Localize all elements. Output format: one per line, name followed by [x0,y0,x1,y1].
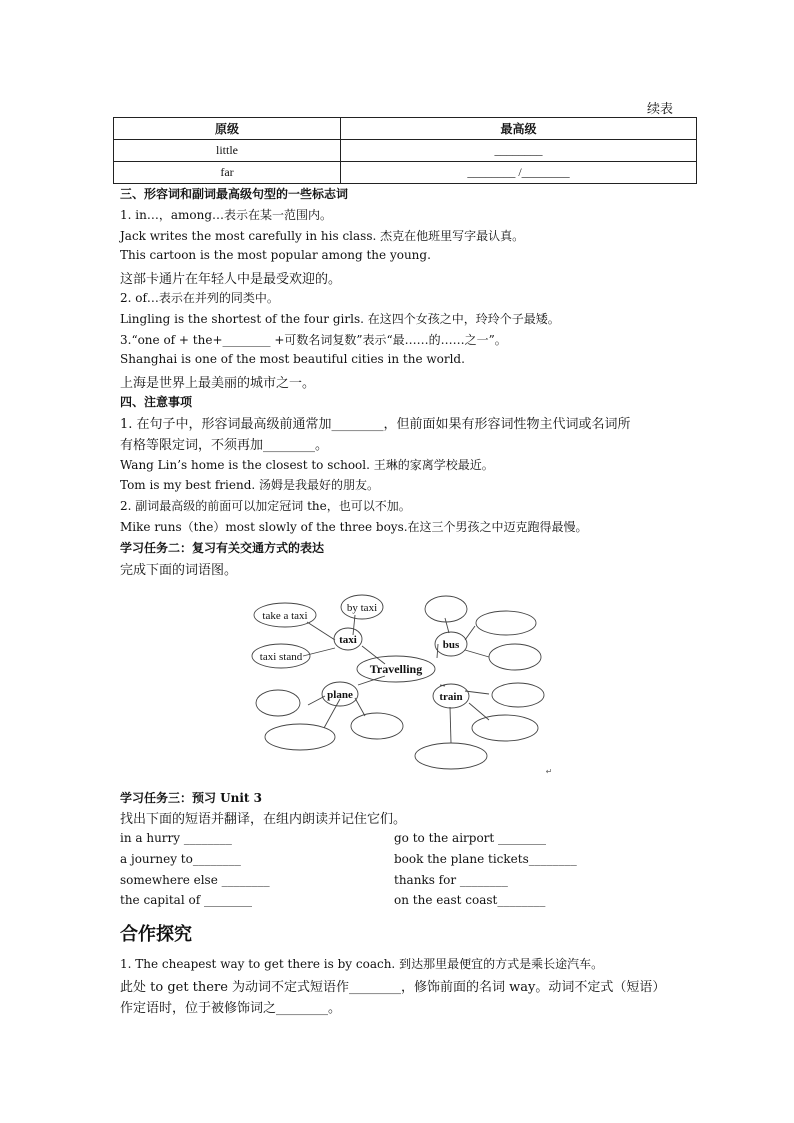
text-line: 1. The cheapest way to get there is by coach. 到达那里最便宜的方式是乘长途汽车。 [120,957,604,971]
phrase-item: book the plane tickets________ [394,852,577,866]
text-line: Shanghai is one of the most beautiful cities in the world. [120,352,465,366]
text-line: Lingling is the shortest of the four girls. 在这四个女孩之中，玲玲个子最矮。 [120,312,560,326]
phrase-item: on the east coast________ [394,893,546,907]
table-header-base: 原级 [114,118,341,140]
bubble-take-taxi: take a taxi [262,610,308,622]
text-line: 1. in…，among…表示在某一范围内。 [120,208,332,222]
table-cell-superlative: ________ /________ [341,162,697,184]
table-row [114,162,697,184]
section-title: 合作探究 [120,924,192,945]
phrase-item: the capital of ________ [120,893,252,907]
bubble-taxi-stand: taxi stand [259,651,303,663]
travel-mind-map [245,588,555,778]
blank-bubble [351,713,403,739]
text-line: 1. 在句子中，形容词最高级前通常加________，但前面如果有形容词性物主代词或名词所 [120,417,631,432]
phrase-item: in a hurry ________ [120,831,232,845]
table-cell-base: far [114,162,341,184]
blank-bubble [492,683,544,707]
task-instruction: 完成下面的词语图。 [120,563,238,578]
blank-bubble [489,644,541,670]
node-taxi: taxi [339,634,357,646]
table-header-row [114,118,697,140]
blank-bubble [265,724,335,750]
table-row [114,140,697,162]
text-line: 有格等限定词，不须再加________。 [120,438,329,453]
phrase-item: thanks for ________ [394,873,508,887]
task-heading: 学习任务三：预习 Unit 3 [120,791,262,805]
blank-bubble [472,715,538,741]
bubble-by-taxi: by taxi [346,602,378,614]
node-center-travelling: Travelling [369,662,423,676]
text-line: Jack writes the most carefully in his class. 杰克在他班里写字最认真。 [120,229,525,243]
node-bus: bus [442,639,460,651]
node-plane: plane [327,689,353,701]
text-line: 此处 to get there 为动词不定式短语作________，修饰前面的名词 way。动词不定式（短语） [120,980,666,995]
node-train: train [439,691,463,703]
task-heading: 学习任务二：复习有关交通方式的表达 [120,541,325,555]
blank-bubble [256,690,300,716]
paragraph-mark: ↵ [545,767,553,776]
phrase-item: go to the airport ________ [394,831,547,845]
text-line: Wang Lin’s home is the closest to school. 王琳的家离学校最近。 [120,458,494,472]
table-continued-label: 续表 [647,102,674,117]
phrase-item: somewhere else ________ [120,873,270,887]
text-line: 上海是世界上最美丽的城市之一。 [120,376,316,391]
blank-bubble [476,611,536,635]
table-header-superlative: 最高级 [341,118,697,140]
section-heading: 四、注意事项 [120,395,193,409]
text-line: Tom is my best friend. 汤姆是我最好的朋友。 [120,478,380,492]
blank-bubble [425,596,467,622]
text-line: 作定语时，位于被修饰词之________。 [120,1001,342,1016]
text-line: 3.“one of + the+________ +可数名词复数”表示“最……的……之一”。 [120,333,507,347]
text-line: 这部卡通片在年轻人中是最受欢迎的。 [120,272,342,287]
task-instruction: 找出下面的短语并翻译，在组内朗读并记住它们。 [120,812,407,827]
table-cell-base: little [114,140,341,162]
text-line: 2. 副词最高级的前面可以加定冠词 the，也可以不加。 [120,499,411,513]
text-line: 2. of…表示在并列的同类中。 [120,291,279,305]
text-line: This cartoon is the most popular among the young. [120,248,431,262]
section-heading: 三、形容词和副词最高级句型的一些标志词 [120,187,349,201]
comparison-table [113,117,697,184]
text-line: Mike runs（the）most slowly of the three boys.在这三个男孩之中迈克跑得最慢。 [120,520,588,534]
table-cell-superlative: ________ [341,140,697,162]
blank-bubble [415,743,487,769]
phrase-item: a journey to________ [120,852,241,866]
